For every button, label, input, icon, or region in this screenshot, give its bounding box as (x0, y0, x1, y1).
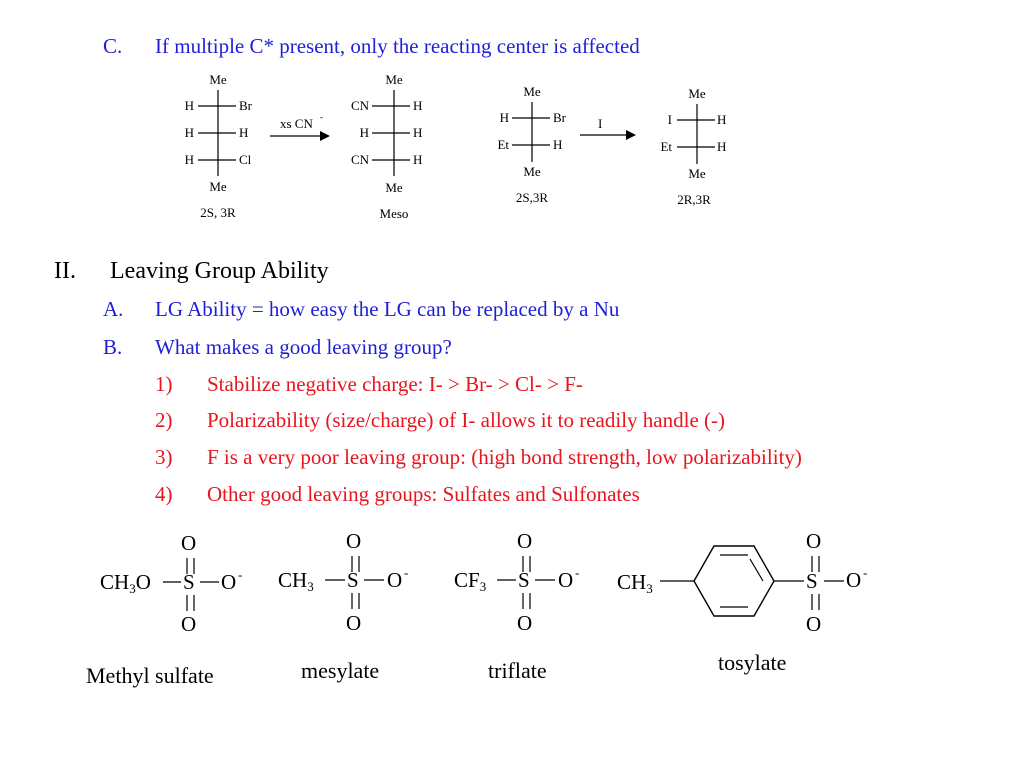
s3-r2-left: Et (497, 137, 509, 152)
outline-c-marker: C. (103, 34, 123, 58)
s2-bottom: Me (385, 180, 403, 195)
outline-c-text: If multiple C* present, only the reacting center is affected (155, 34, 640, 58)
svg-text:O: O (181, 531, 197, 555)
s2-label: Meso (379, 206, 409, 221)
s1-r2-left: H (184, 125, 194, 140)
s2-r2-right: H (413, 125, 423, 140)
s2-top: Me (385, 72, 403, 87)
s4-top: Me (688, 86, 706, 101)
outline-b-text: What makes a good leaving group? (155, 335, 452, 359)
fischer-structure-2s3r-chlorobromide (185, 72, 253, 220)
caption-methyl-sulfate: Methyl sulfate (86, 663, 214, 688)
svg-text:CH3: CH3 (617, 570, 653, 596)
benzene-ring (694, 546, 774, 616)
svg-text:-: - (404, 565, 409, 580)
s3-top: Me (523, 84, 541, 99)
fischer-structure-2r3r-iodide (660, 86, 726, 207)
s4-r2-right: H (717, 139, 727, 154)
svg-text:-: - (238, 567, 243, 582)
svg-text:O: O (806, 612, 822, 636)
svg-text:S: S (347, 568, 359, 592)
s1-top: Me (209, 72, 227, 87)
item-1-text: Stabilize negative charge: I- > Br- > Cl- > F- (207, 372, 583, 396)
s4-label: 2R,3R (677, 192, 711, 207)
s3-r2-right: H (553, 137, 563, 152)
methyl-sulfate-structure (100, 531, 242, 636)
s3-r1-left: H (499, 110, 509, 125)
s3-label: 2S,3R (515, 190, 549, 205)
s3-r1-right: Br (553, 110, 566, 125)
section-ii-marker: II. (54, 258, 76, 284)
reaction-arrow-1 (270, 112, 330, 141)
tosylate-structure (617, 529, 867, 636)
s1-r2-right: H (239, 125, 249, 140)
outline-a-marker: A. (103, 297, 124, 321)
caption-tosylate: tosylate (718, 650, 787, 675)
fischer-structure-meso-dinitrile (351, 72, 422, 221)
svg-text:O: O (517, 529, 533, 553)
svg-text:O: O (517, 611, 533, 635)
svg-text:CF3: CF3 (454, 568, 487, 594)
svg-text:O: O (346, 529, 362, 553)
svg-text:S: S (806, 569, 818, 593)
item-2-text: Polarizability (size/charge) of I- allows it to readily handle (-) (207, 408, 726, 432)
item-3-text: F is a very poor leaving group: (high bond strength, low polarizability) (207, 445, 802, 469)
item-4-marker: 4) (155, 482, 173, 506)
svg-text:S: S (518, 568, 530, 592)
item-1-marker: 1) (155, 372, 173, 396)
s3-bottom: Me (523, 164, 541, 179)
s4-r1-left: I (667, 112, 672, 127)
s1-r1-right: Br (239, 98, 252, 113)
r2-reagent: I (598, 116, 603, 131)
s2-r1-left: CN (350, 98, 369, 113)
fischer-structure-2s3r-bromide (497, 84, 566, 205)
triflate-structure (454, 529, 579, 635)
svg-text:S: S (183, 570, 195, 594)
svg-text:CH3: CH3 (278, 568, 314, 594)
s2-r3-left: CN (350, 152, 369, 167)
svg-text:O: O (846, 568, 862, 592)
s1-bottom: Me (209, 179, 227, 194)
r1-charge: - (320, 112, 323, 122)
mesylate-structure (278, 529, 408, 635)
svg-text:O: O (221, 570, 237, 594)
s2-r3-right: H (413, 152, 423, 167)
s4-bottom: Me (688, 166, 706, 181)
svg-text:-: - (575, 565, 580, 580)
svg-text:CH3O: CH3O (100, 570, 151, 596)
outline-a-text: LG Ability = how easy the LG can be replaced by a Nu (155, 297, 620, 321)
s2-r1-right: H (413, 98, 423, 113)
item-3-marker: 3) (155, 445, 173, 469)
s1-r1-left: H (184, 98, 194, 113)
s1-r3-left: H (184, 152, 194, 167)
s1-r3-right: Cl (239, 152, 252, 167)
outline-b-marker: B. (103, 335, 123, 359)
caption-triflate: triflate (488, 658, 547, 683)
s1-label: 2S, 3R (200, 205, 236, 220)
item-2-marker: 2) (155, 408, 173, 432)
fischer-projections-diagram (0, 0, 1024, 240)
svg-text:O: O (346, 611, 362, 635)
svg-text:O: O (387, 568, 403, 592)
reaction-arrow-2 (580, 116, 636, 140)
svg-text:O: O (558, 568, 574, 592)
s2-r2-left: H (359, 125, 369, 140)
r1-reagent: xs CN (280, 116, 313, 131)
svg-text:O: O (181, 612, 197, 636)
item-4-text: Other good leaving groups: Sulfates and Sulfonates (207, 482, 640, 506)
s4-r2-left: Et (660, 139, 672, 154)
section-ii-title: Leaving Group Ability (110, 258, 329, 284)
svg-text:O: O (806, 529, 822, 553)
svg-text:-: - (863, 565, 868, 580)
caption-mesylate: mesylate (301, 658, 380, 683)
s4-r1-right: H (717, 112, 727, 127)
